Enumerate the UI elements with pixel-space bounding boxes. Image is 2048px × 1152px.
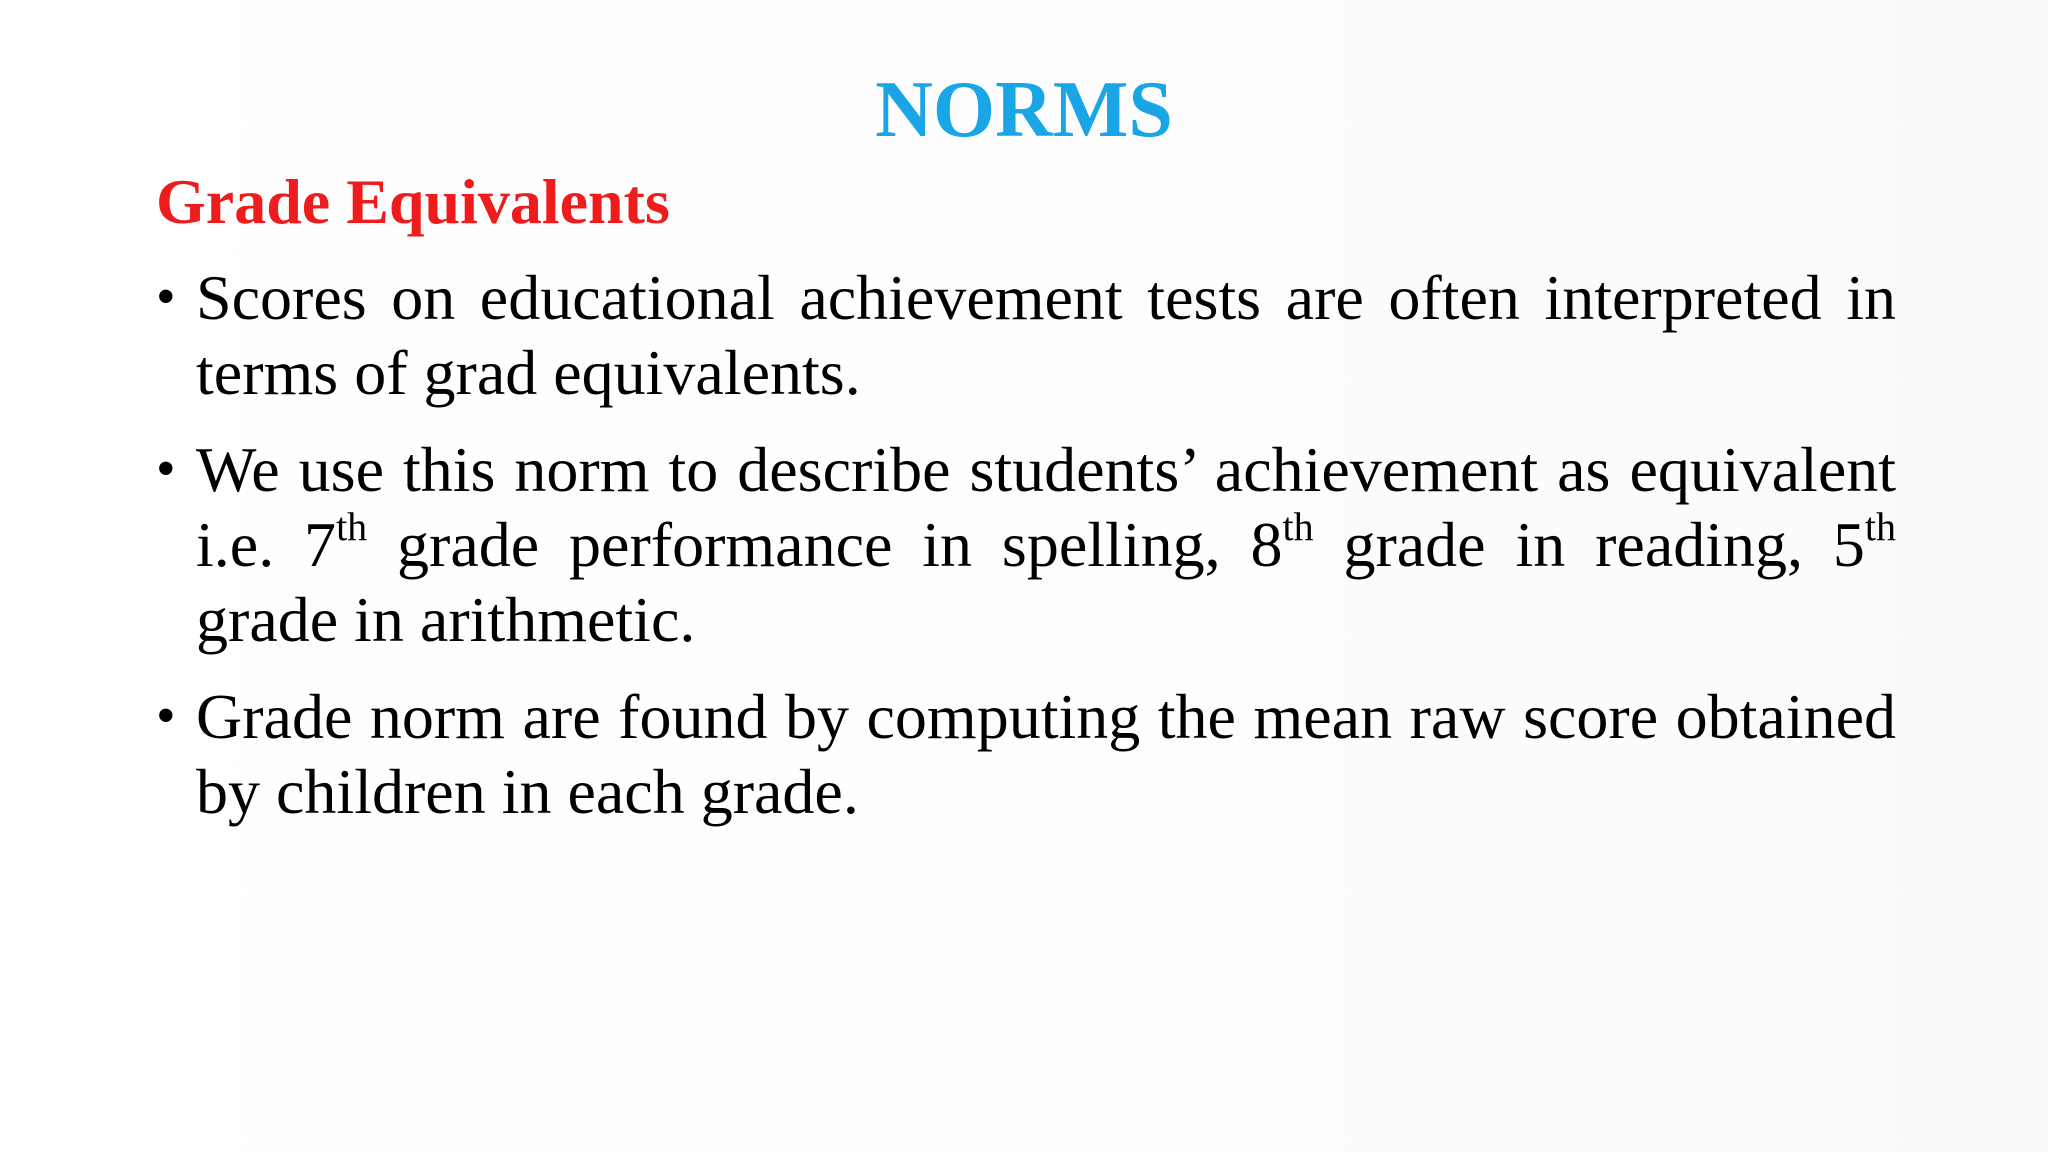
ordinal-suffix: th bbox=[336, 504, 368, 549]
bullet-mark: • bbox=[156, 266, 176, 328]
bullet-mark: • bbox=[156, 438, 176, 500]
ordinal-suffix: th bbox=[1864, 504, 1897, 549]
bullet-text-segment: grade performance in spelling, 8 bbox=[367, 509, 1283, 580]
bullet-text bbox=[196, 432, 1896, 657]
bullet-text: Scores on educational achievement tests are often interpreted in terms of grad equivalents. bbox=[196, 262, 1896, 408]
bullet-item-1 bbox=[156, 260, 1896, 410]
bullet-text-segment: grade in arithmetic. bbox=[196, 584, 696, 655]
bullet-text: Grade norm are found by computing the mean raw score obtained by children in each grade. bbox=[196, 681, 1896, 827]
bullet-item-3 bbox=[156, 679, 1896, 829]
slide-subtitle: Grade Equivalents bbox=[156, 166, 670, 237]
ordinal-suffix: th bbox=[1282, 504, 1314, 549]
bullet-item-2 bbox=[156, 432, 1896, 657]
bullet-text-segment: We use this norm to describe students’ achievement as equivalent i.e. 7 bbox=[196, 434, 1896, 580]
bullet-mark: • bbox=[156, 685, 176, 747]
bullet-text-segment: grade in reading, 5 bbox=[1313, 509, 1865, 580]
bullet-list bbox=[156, 260, 1896, 851]
slide-title: NORMS bbox=[875, 66, 1173, 154]
